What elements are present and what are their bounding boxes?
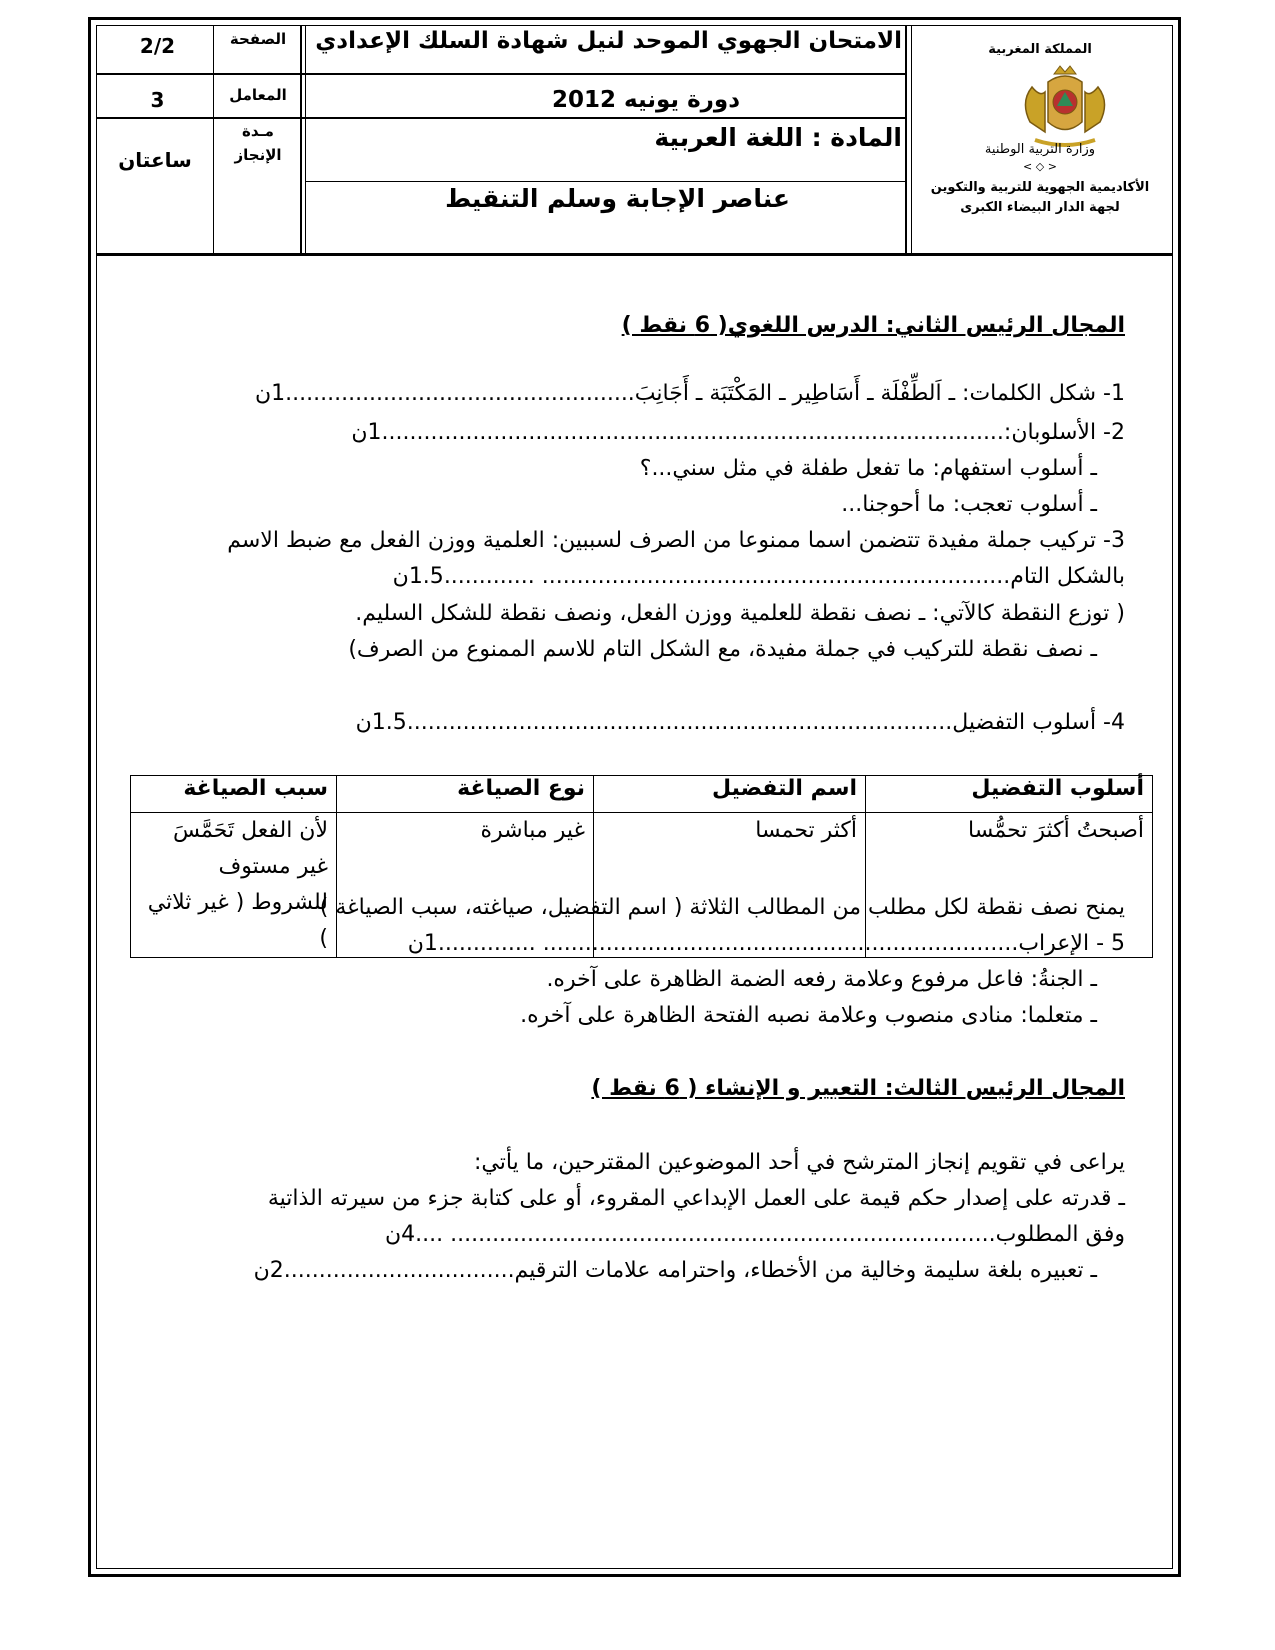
question2-answer-b: ـ أسلوب تعجب: ما أحوجنا... xyxy=(841,492,1097,517)
question3-note1: ( توزع النقطة كالآتي: ـ نصف نقطة للعلمية ووزن الفعل، ونصف نقطة للشكل السليم. xyxy=(355,601,1125,626)
table-cell: أصبحتُ أكثرَ تحمُّسا xyxy=(866,813,1153,958)
header-divider xyxy=(213,25,214,253)
moroccan-coat-of-arms-logo xyxy=(1010,62,1120,152)
header-divider xyxy=(911,25,912,253)
ornament-glyph: < ◇ > xyxy=(1023,160,1057,173)
table-cell: أكثر تحمسا xyxy=(594,813,866,958)
section3-intro: يراعى في تقويم إنجاز المترشح في أحد الموضوعين المقترحين، ما يأتي: xyxy=(474,1150,1125,1175)
kingdom-label: المملكة المغربية xyxy=(988,42,1092,57)
header-divider xyxy=(905,25,907,253)
table-header-cell: سبب الصياغة xyxy=(131,776,337,813)
question5-answer-a: ـ الجنةُ: فاعل مرفوع وعلامة رفعه الضمة الظاهرة على آخره. xyxy=(546,967,1097,992)
page-number-value: 2/2 xyxy=(139,34,176,58)
section3-heading: المجال الرئيس الثالث: التعبير و الإنشاء ( 6 نقط ) xyxy=(591,1076,1125,1101)
table-cell: غير مباشرة xyxy=(337,813,594,958)
table-header-cell: نوع الصياغة xyxy=(337,776,594,813)
question1-line: 1- شكل الكلمات: ـ اَلطِّفْلَة ـ أَسَاطِير ـ المَكْتَبَة ـ أَجَانِبَ..................................................1ن xyxy=(254,381,1125,406)
criterion1-line2: وفق المطلوب.............................................................................. ....4ن xyxy=(384,1222,1125,1247)
question4-line: 4- أسلوب التفضيل..............................................................................1.5ن xyxy=(355,710,1125,735)
criterion2-line: ـ تعبيره بلغة سليمة وخالية من الأخطاء، واحترامه علامات الترقيم.................................2ن xyxy=(253,1258,1097,1283)
exam-session: دورة يونيه 2012 xyxy=(552,87,740,113)
header-row-line xyxy=(96,73,906,75)
question3-line2: بالشكل التام................................................................... .............1.5ن xyxy=(392,564,1125,589)
question3-line1: 3- تركيب جملة مفيدة تتضمن اسما ممنوعا من الصرف لسببين: العلمية ووزن الفعل مع ضبط الاسم xyxy=(227,528,1125,553)
question5-answer-b: ـ متعلما: منادى منصوب وعلامة نصبه الفتحة الظاهرة على آخره. xyxy=(520,1003,1097,1028)
header-row-line xyxy=(305,181,905,182)
question5-line: 5 - الإعراب.................................................................... ..............1ن xyxy=(407,931,1125,956)
table-cell: لأن الفعل تَحَمَّسَ غير مستوف للشروط ( غير ثلاثي ) xyxy=(131,813,337,958)
duration-label-line2: الإنجاز xyxy=(234,146,282,164)
coefficient-value: 3 xyxy=(150,88,165,112)
question3-note2: ـ نصف نقطة للتركيب في جملة مفيدة، مع الشكل التام للاسم الممنوع من الصرف) xyxy=(348,637,1097,662)
header-divider xyxy=(300,25,302,253)
table-header-cell: أسلوب التفضيل xyxy=(866,776,1153,813)
table-header-row xyxy=(131,776,1153,813)
document-title: عناصر الإجابة وسلم التنقيط xyxy=(445,184,790,213)
header-row-line xyxy=(96,117,906,119)
duration-label-line1: مـدة xyxy=(242,122,274,140)
academy-label-line2: لجهة الدار البيضاء الكبرى xyxy=(960,200,1120,215)
subject-title: المادة : اللغة العربية xyxy=(654,123,902,152)
question4-note: يمنح نصف نقطة لكل مطلب من المطالب الثلاثة ( اسم التفضيل، صياغته، سبب الصياغة ) xyxy=(319,895,1125,920)
section2-heading: المجال الرئيس الثاني: الدرس اللغوي( 6 نقط ) xyxy=(621,313,1125,338)
page-number-label: الصفحة xyxy=(229,30,287,48)
exam-title: الامتحان الجهوي الموحد لنيل شهادة السلك الإعدادي xyxy=(315,28,902,54)
ministry-label: وزارة التربية الوطنية xyxy=(984,142,1096,157)
criterion1-line1: ـ قدرته على إصدار حكم قيمة على العمل الإبداعي المقروء، أو على كتابة جزء من سيرته الذاتية xyxy=(267,1186,1125,1211)
question2-answer-a: ـ أسلوب استفهام: ما تفعل طفلة في مثل سني...؟ xyxy=(639,456,1097,481)
academy-label-line1: الأكاديمية الجهوية للتربية والتكوين xyxy=(930,180,1150,195)
duration-value: ساعتان xyxy=(118,148,192,172)
header-divider xyxy=(305,25,306,253)
table-header-cell: اسم التفضيل xyxy=(594,776,866,813)
header-separator xyxy=(96,253,1173,256)
coefficient-label: المعامل xyxy=(229,86,287,104)
question2-line: 2- الأسلوبان:.........................................................................................1ن xyxy=(351,420,1125,445)
